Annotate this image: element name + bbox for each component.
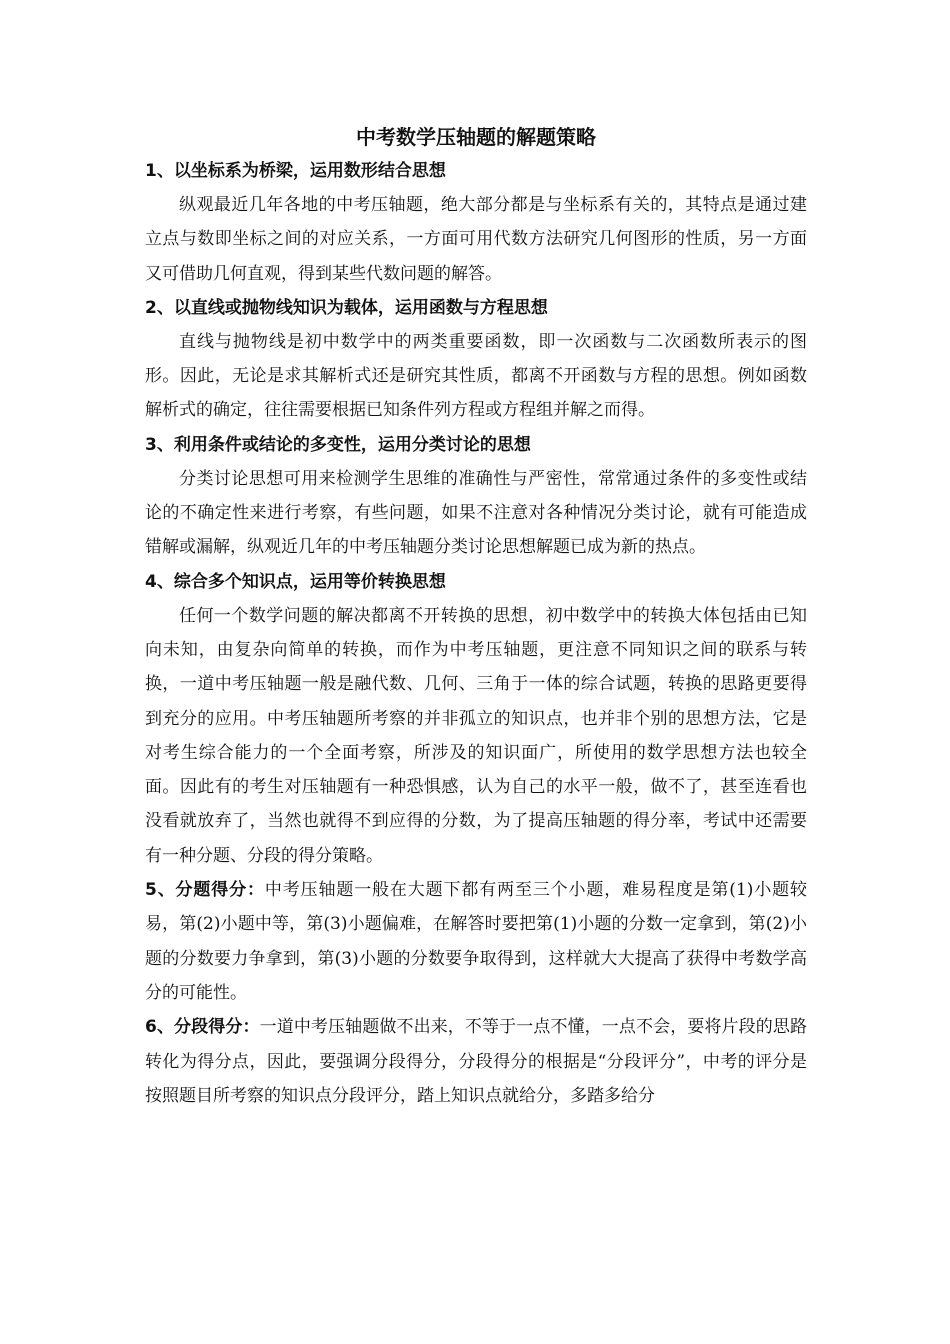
section-4	[145, 565, 807, 873]
section-paragraph: 直线与抛物线是初中数学中的两类重要函数，即一次函数与二次函数所表示的图形。因此，无论是求其解析式还是研究其性质，都离不开函数与方程的思想。例如函数解析式的确定，往往需要根据已知条件列方程或方程组并解之而得。	[145, 331, 807, 421]
section-heading: 1、以坐标系为桥梁，运用数形结合思想	[145, 161, 446, 181]
section-2	[145, 291, 807, 428]
section-5	[145, 873, 807, 1010]
section-paragraph: 纵观最近几年各地的中考压轴题，绝大部分都是与坐标系有关的，其特点是通过建立点与数即坐标之间的对应关系，一方面可用代数方法研究几何图形的性质，另一方面又可借助几何直观，得到某些代数问题的解答。	[145, 195, 807, 284]
section-heading: 4、综合多个知识点，运用等价转换思想	[145, 571, 446, 592]
section-paragraph: 分类讨论思想可用来检测学生思维的准确性与严密性，常常通过条件的多变性或结论的不确定性来进行考察，有些问题，如果不注意对各种情况分类讨论，就有可能造成错解或漏解，纵观近几年的中考压轴题分类讨论思想解题已成为新的热点。	[145, 468, 807, 558]
section-paragraph: 任何一个数学问题的解决都离不开转换的思想，初中数学中的转换大体包括由已知向未知，由复杂向简单的转换，而作为中考压轴题，更注意不同知识之间的联系与转换，一道中考压轴题一般是融代数、几何、三角于一体的综合试题，转换的思路更要得到充分的应用。中考压轴题所考察的并非孤立的知识点，也并非个别的思想方法，它是对考生综合能力的一个全面考察，所涉及的知识面广，所使用的数学思想方法也较全面。因此有的考生对压轴题有一种恐惧感，认为自己的水平一般，做不了，甚至连看也没看就放弃了，当然也就得不到应得的分数，为了提高压轴题的得分率，考试中还需要有一种分题、分段的得分策略。	[145, 605, 807, 866]
section-body: 中考压轴题一般在大题下都有两至三个小题，难易程度是第(1)小题较易，第(2)小题中等，第(3)小题偏难，在解答时要把第(1)小题的分数一定拿到，第(2)小题的分数要力争拿到，第(3)小题的分数要争取得到，这样就大大提高了获得中考数学高分的可能性。	[145, 880, 807, 1003]
section-lead: 6、分段得分：	[145, 1017, 260, 1038]
section-paragraph	[145, 1010, 807, 1113]
section-paragraph	[145, 873, 807, 1010]
section-3	[145, 428, 807, 565]
document-page	[145, 118, 807, 1113]
section-heading: 3、利用条件或结论的多变性，运用分类讨论的思想	[145, 434, 531, 455]
section-body: 一道中考压轴题做不出来，不等于一点不懂，一点不会，要将片段的思路转化为得分点，因此，要强调分段得分，分段得分的根据是“分段评分”，中考的评分是按照题目所考察的知识点分段评分，踏上知识点就给分，多踏多给分	[145, 1017, 807, 1106]
section-lead: 5、分题得分：	[145, 880, 265, 901]
section-heading: 2、以直线或抛物线知识为载体，运用函数与方程思想	[145, 297, 548, 318]
section-1	[145, 154, 807, 291]
section-6	[145, 1010, 807, 1113]
document-title: 中考数学压轴题的解题策略	[356, 125, 596, 149]
